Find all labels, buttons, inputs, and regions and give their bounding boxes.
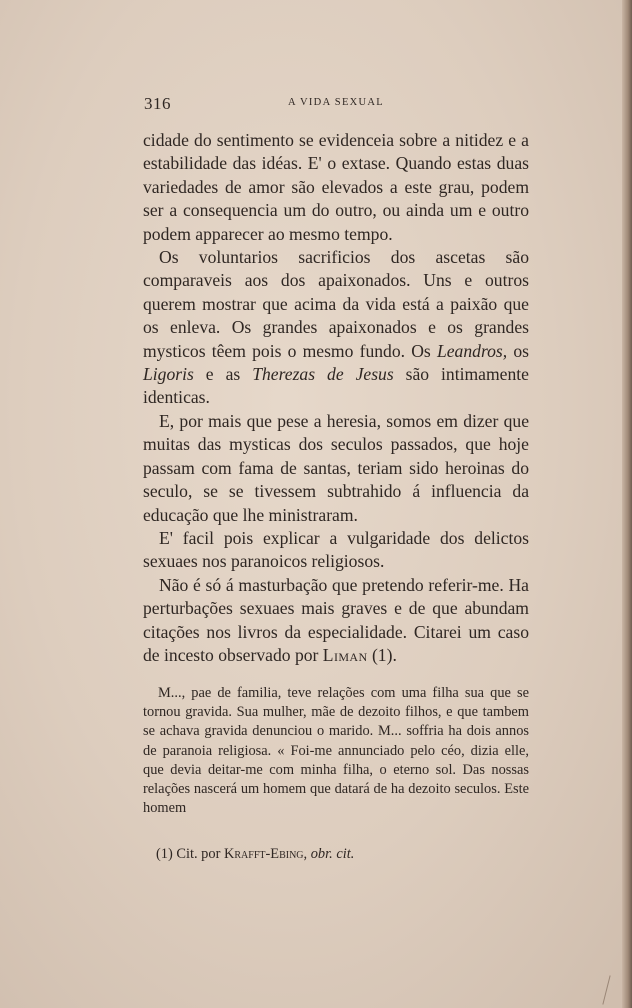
text-run: os bbox=[507, 340, 530, 361]
text-run: Não é só á masturbação que pretendo referir-me. Ha perturbações sexuaes mais graves e de que abundam citações nos livros da especialidade. Citarei um caso de incesto observado por bbox=[143, 574, 529, 665]
italic-name: Leandros, bbox=[436, 340, 508, 361]
footnote-work: obr. cit. bbox=[310, 846, 355, 862]
footnote-prefix: Cit. por bbox=[176, 846, 221, 862]
quoted-case bbox=[143, 684, 529, 818]
text-run: são intimamente identicas. bbox=[143, 364, 529, 408]
text-run: Os voluntarios sacrificios dos ascetas são comparaveis aos dos apaixonados. Uns e outros querem mostrar que acima da vida está a paixão que os enleva. Os grandes apaixonados e os grandes mysticos têem pois o mesmo fundo. Os bbox=[143, 247, 529, 361]
paragraph: cidade do sentimento se evidenceia sobre a nitidez e a estabilidade das idéas. E' o extase. Quando estas duas variedades de amor são elevados a este grau, podem ser a consequencia um do outro, ou ainda um e outro podem apparecer ao mesmo tempo. bbox=[143, 130, 529, 244]
footnote-mark: (1) bbox=[156, 846, 173, 862]
paragraph: E, por mais que pese a heresia, somos em dizer que muitas das mysticas dos seculos passados, que hoje passam com fama de santas, teriam sido heroinas do seculo, se se tivessem subtrahido á influencia da educação que lhe ministraram. bbox=[143, 410, 529, 525]
text-run: e as bbox=[193, 364, 253, 385]
italic-name: Ligoris bbox=[143, 364, 194, 385]
page-number: 316 bbox=[144, 94, 171, 113]
running-title: A VIDA SEXUAL bbox=[287, 97, 385, 108]
body-text bbox=[143, 129, 529, 667]
footnote-author: Krafft-Ebing, bbox=[223, 846, 308, 862]
quote-paragraph: M..., pae de familia, teve relações com uma filha sua que se tornou gravida. Sua mulher, mãe de dezoito filhos, e que tambem se achava gravida denunciou o marido. M... soffria ha dois annos de paranoia religiosa. « Foi-me annunciado pelo céo, dizia elle, que devia deitar-me com minha filha, o eterno sol. Das nossas relações nascerá um homem que datará de ha dezoito seculos. Este homem bbox=[143, 685, 529, 817]
paragraph bbox=[143, 246, 529, 410]
italic-name: Therezas de Jesus bbox=[252, 364, 394, 385]
footnote-ref: (1). bbox=[367, 644, 397, 665]
paragraph: E' facil pois explicar a vulgaridade dos delictos sexuaes nos paranoicos religiosos. bbox=[143, 527, 529, 572]
paper-mark bbox=[602, 975, 610, 1004]
author-name: Liman bbox=[322, 644, 368, 665]
footnote bbox=[156, 846, 536, 863]
page-header bbox=[144, 94, 528, 114]
paragraph bbox=[143, 574, 529, 668]
page-edge bbox=[622, 0, 632, 1008]
